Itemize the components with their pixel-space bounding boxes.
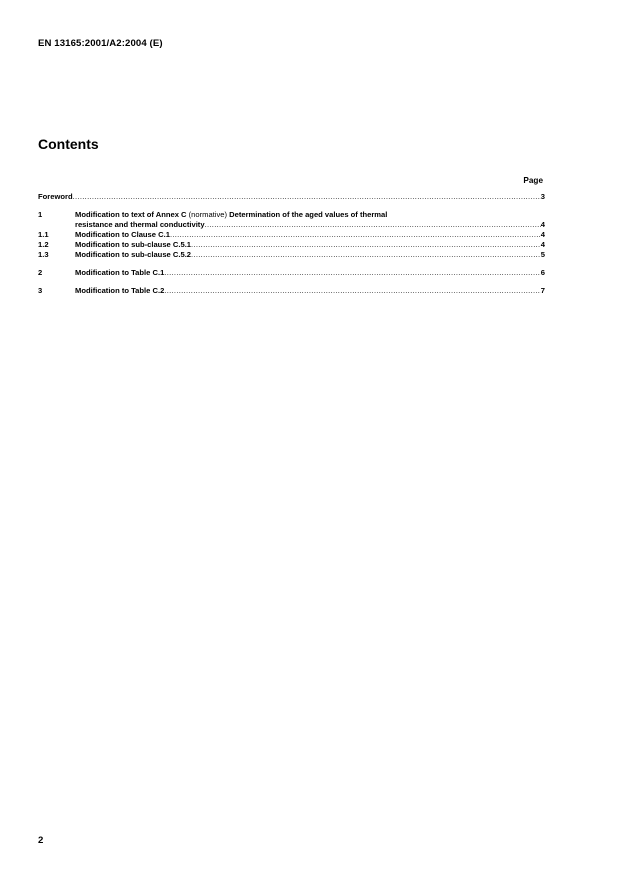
- toc-entry-title-part: Modification to text of Annex C: [75, 210, 187, 219]
- toc-leader-dots: [73, 192, 541, 202]
- toc-entry-title: Modification to Clause C.1: [75, 230, 170, 239]
- toc-entry-title: Modification to sub-clause C.5.1: [75, 240, 192, 249]
- toc-entry-page: 4: [540, 220, 545, 229]
- page-number: 2: [38, 835, 44, 846]
- page-column-label: Page: [523, 176, 543, 185]
- toc-leader-dots: [191, 240, 541, 250]
- toc-entry-2[interactable]: [38, 268, 545, 278]
- toc-entry-number: 1.3: [38, 250, 49, 259]
- toc-entry-page: 6: [540, 268, 545, 277]
- toc-entry-number: 3: [38, 286, 43, 295]
- toc-entry-page: 7: [540, 286, 545, 295]
- toc-leader-dots: [205, 220, 541, 230]
- toc-entry-1-1[interactable]: [38, 230, 545, 240]
- toc-entry-number: 1: [38, 210, 43, 219]
- toc-entry-3[interactable]: [38, 286, 545, 296]
- toc-entry-1-3[interactable]: [38, 250, 545, 260]
- toc-entry-page: 3: [540, 192, 545, 201]
- toc-entry-1-2[interactable]: [38, 240, 545, 250]
- toc-entry-number: 1.1: [38, 230, 49, 239]
- toc-entry-number: 1.2: [38, 240, 49, 249]
- toc-entry-title: [75, 210, 387, 220]
- toc-entry-number: 2: [38, 268, 43, 277]
- toc-entry-page: 5: [540, 250, 545, 259]
- toc-entry-1[interactable]: [38, 210, 545, 220]
- toc-leader-dots: [164, 286, 540, 296]
- toc-leader-dots: [164, 268, 540, 278]
- toc-entry-title: Foreword: [38, 192, 73, 201]
- contents-heading: Contents: [38, 136, 99, 152]
- toc-leader-dots: [170, 230, 541, 240]
- toc-entry-title: Modification to sub-clause C.5.2: [75, 250, 192, 259]
- toc-leader-dots: [191, 250, 541, 260]
- toc-entry-title: resistance and thermal conductivity: [75, 220, 205, 229]
- toc-entry-title-part: Determination of the aged values of thermal: [229, 210, 388, 219]
- toc-entry-page: 4: [540, 230, 545, 239]
- toc-entry-page: 4: [540, 240, 545, 249]
- toc-entry-foreword[interactable]: [38, 192, 545, 202]
- toc-entry-title-part: (normative): [186, 210, 230, 219]
- toc-entry-title: Modification to Table C.1: [75, 268, 165, 277]
- toc-entry-1-continued[interactable]: [38, 220, 545, 230]
- document-id: EN 13165:2001/A2:2004 (E): [38, 38, 163, 49]
- toc-entry-title: Modification to Table C.2: [75, 286, 165, 295]
